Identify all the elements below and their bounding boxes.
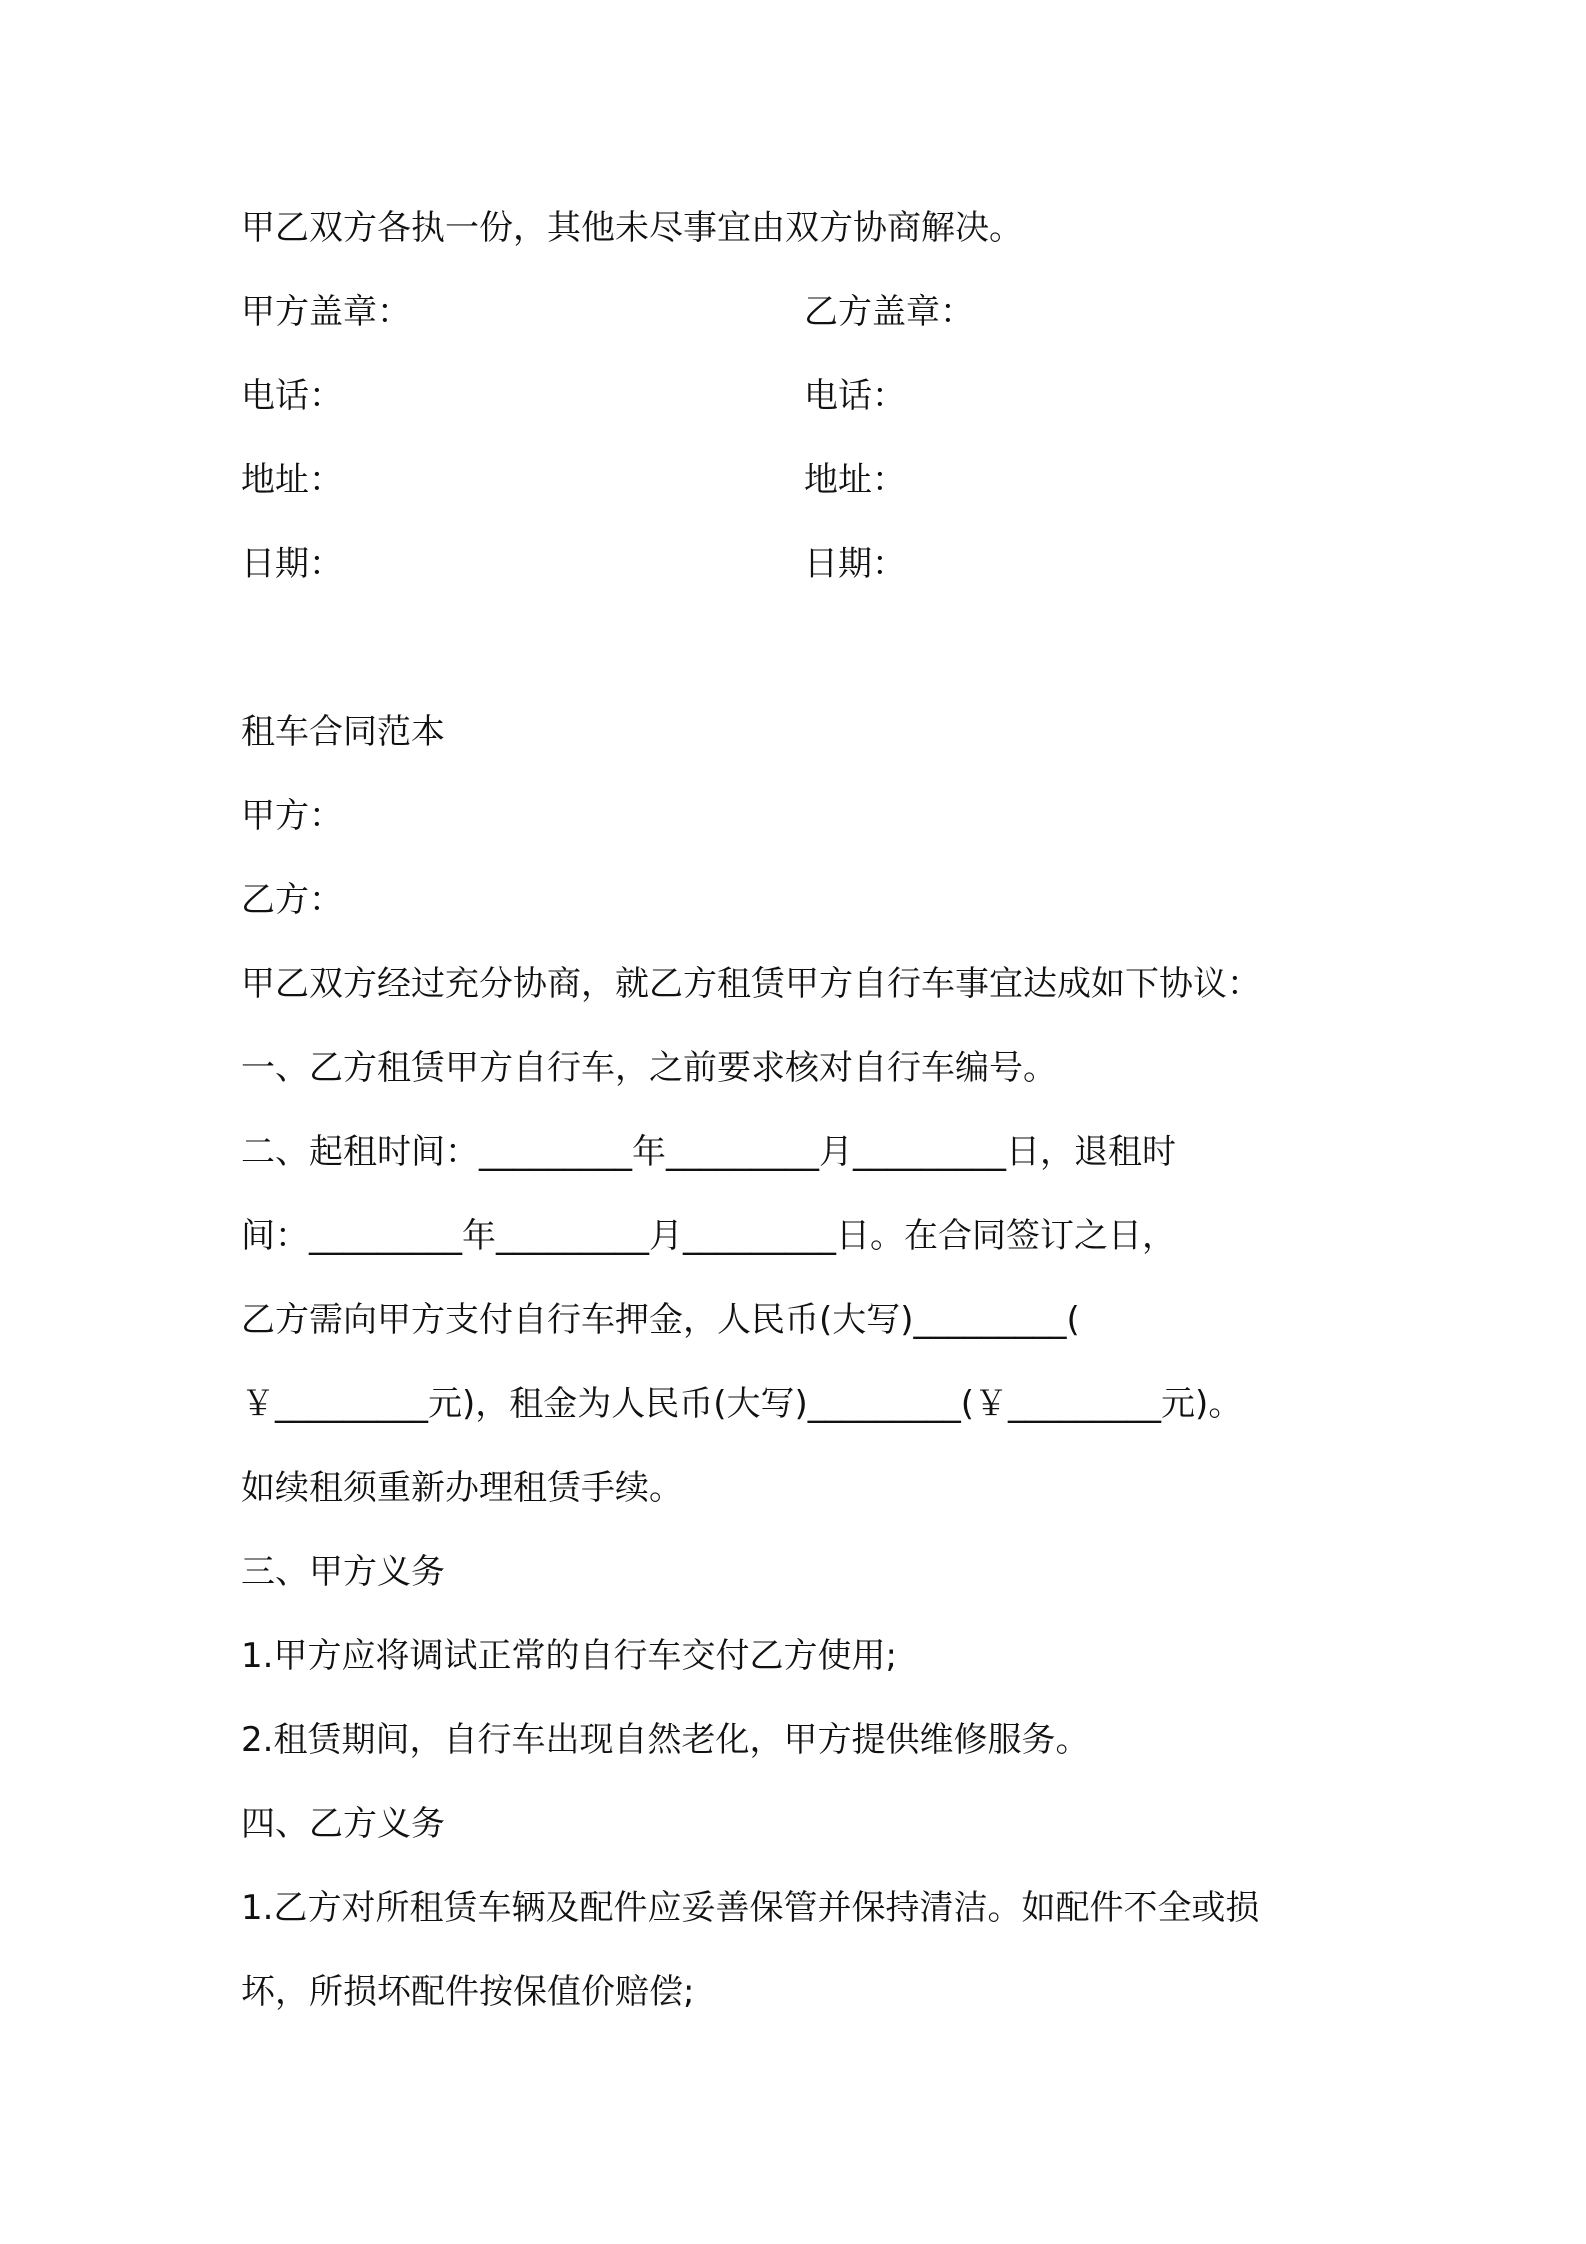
party-b-line: 乙方： <box>241 880 343 920</box>
clause-4-heading: 四、乙方义务 <box>241 1804 445 1844</box>
party-a-date-label: 日期： <box>241 544 343 584</box>
clause-2-line: 乙方需向甲方支付自行车押金，人民币(大写)_________( <box>241 1300 1080 1340</box>
clause-3-item: 2.租赁期间，自行车出现自然老化，甲方提供维修服务。 <box>241 1720 1090 1760</box>
party-a-seal-label: 甲方盖章： <box>241 292 411 332</box>
clause-4-item-line: 坏，所损坏配件按保值价赔偿; <box>241 1972 695 2012</box>
party-b-address-label: 地址： <box>804 460 906 500</box>
party-b-date-label: 日期： <box>804 544 906 584</box>
party-a-phone-label: 电话： <box>241 376 343 416</box>
clause-3-item: 1.甲方应将调试正常的自行车交付乙方使用; <box>241 1636 897 1676</box>
clause-2-line: 间：_________年_________月_________日。在合同签订之日， <box>241 1216 1176 1256</box>
party-b-phone-label: 电话： <box>804 376 906 416</box>
clause-4-item-line: 1.乙方对所租赁车辆及配件应妥善保管并保持清洁。如配件不全或损 <box>241 1888 1260 1928</box>
clause-2-line: 二、起租时间：_________年_________月_________日，退租时 <box>241 1132 1176 1172</box>
clause-2-line: 如续租须重新办理租赁手续。 <box>241 1468 683 1508</box>
party-b-seal-label: 乙方盖章： <box>804 292 974 332</box>
contract-title: 租车合同范本 <box>241 712 445 752</box>
clause-3-heading: 三、甲方义务 <box>241 1552 445 1592</box>
clause-2-line: ￥_________元)，租金为人民币(大写)_________(￥_________元)。 <box>241 1384 1243 1424</box>
clause-1: 一、乙方租赁甲方自行车，之前要求核对自行车编号。 <box>241 1048 1057 1088</box>
party-a-line: 甲方： <box>241 796 343 836</box>
contract-intro: 甲乙双方经过充分协商，就乙方租赁甲方自行车事宜达成如下协议： <box>241 964 1261 1004</box>
closing-statement: 甲乙双方各执一份，其他未尽事宜由双方协商解决。 <box>241 208 1023 248</box>
party-a-address-label: 地址： <box>241 460 343 500</box>
